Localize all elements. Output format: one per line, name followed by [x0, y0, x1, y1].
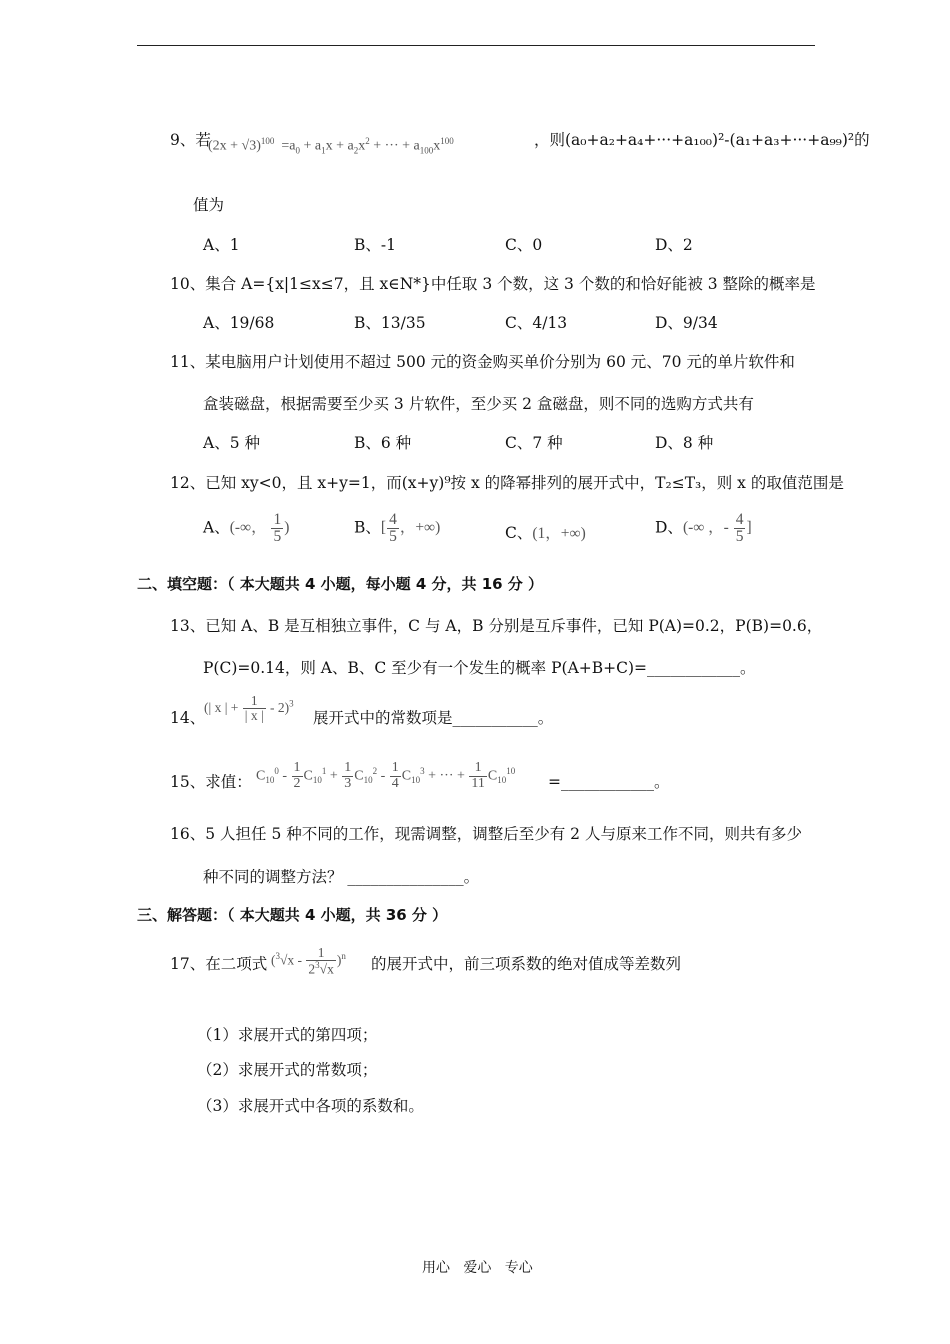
q17-text: 的展开式中，前三项系数的绝对值成等差数列: [371, 955, 682, 973]
q11-option-a: A、5 种: [203, 434, 260, 452]
q9-text: ，则(a₀+a₂+a₄+···+a₁₀₀)²-(a₁+a₃+···+a₉₉)²的: [534, 131, 870, 149]
q9-option-d: D、2: [655, 236, 693, 254]
q17-formula: ($^3$√x - $\frac{1}{2^3√x}$ )$^n$: [271, 945, 346, 977]
q14-text: 展开式中的常数项是___________。: [313, 709, 554, 727]
q9-formula: $(2x + √3)^{100} =a_0 + a_1x + a_2x^2$ + ··· + $a_{100}x^{100}$: [208, 136, 454, 156]
section-2-heading: 二、填空题：（ 本大题共 4 小题，每小题 4 分，共 16 分 ）: [137, 575, 544, 593]
q12-text: 12、已知 xy<0，且 x+y=1，而(x+y)⁹按 x 的降幂排列的展开式中，T₂≤T₃，则 x 的取值范围是: [170, 474, 844, 492]
q11-line1: 11、某电脑用户计划使用不超过 500 元的资金购买单价分别为 60 元、70 元的单片软件和: [170, 353, 795, 371]
q9-number: 9、若: [170, 131, 211, 149]
q16-line2: 种不同的调整方法？ _______________。: [203, 868, 480, 886]
q17-part-1: （1）求展开式的第四项；: [197, 1026, 378, 1044]
q17-part-2: （2）求展开式的常数项；: [197, 1061, 378, 1079]
page-footer: 用心 爱心 专心: [422, 1260, 533, 1276]
q11-option-d: D、8 种: [655, 434, 714, 452]
q15-number: 15、求值：: [170, 773, 252, 791]
q10-option-b: B、13/35: [354, 314, 426, 332]
q9-option-b: B、-1: [354, 236, 396, 254]
q9-option-c: C、0: [505, 236, 543, 254]
q17-number: 17、在二项式: [170, 955, 268, 973]
q17-part-3: （3）求展开式中各项的系数和。: [197, 1097, 424, 1115]
q12-option-c: C、(1，+∞): [505, 524, 586, 542]
q10-option-c: C、4/13: [505, 314, 568, 332]
q11-line2: 盒装磁盘，根据需要至少买 3 片软件，至少买 2 盒磁盘，则不同的选购方式共有: [203, 395, 754, 413]
q10-option-d: D、9/34: [655, 314, 718, 332]
header-rule: [137, 45, 815, 46]
q14-formula: (| x | + $\frac{1}{| x |}$ - 2)$^3$: [204, 693, 294, 724]
q11-option-c: C、7 种: [505, 434, 563, 452]
q10-text: 10、集合 A={x|1≤x≤7，且 x∈N*}中任取 3 个数，这 3 个数的和恰好能被 3 整除的概率是: [170, 275, 816, 293]
q15-text: =____________。: [548, 773, 670, 791]
q10-option-a: A、19/68: [203, 314, 275, 332]
q16-line1: 16、5 人担任 5 种不同的工作，现需调整，调整后至少有 2 人与原来工作不同，则共有多少: [170, 825, 802, 843]
q12-option-b: B、[ $\frac{4}{5}$ ，+∞): [354, 511, 441, 546]
q14-number: 14、: [170, 709, 206, 727]
q9-option-a: A、1: [203, 236, 240, 254]
q15-formula: $C_{10}^0$ - $\frac{1}{2}$ $C_{10}^1$ + $\frac{1}{3}$ $C_{10}^2$ - $\frac{1}{4}$ $C_{10}^3$ + ··· + $\frac{1}{11}$ $C_{10}^{10}$: [256, 760, 516, 791]
q9-continuation: 值为: [193, 196, 225, 214]
q12-option-a: A、(-∞， $\frac{1}{5}$ ): [203, 511, 290, 546]
q11-option-b: B、6 种: [354, 434, 412, 452]
q13-line2: P(C)=0.14，则 A、B、C 至少有一个发生的概率 P(A+B+C)=____________。: [203, 659, 756, 677]
q12-option-d: D、(-∞ ，- $\frac{4}{5}$ ]: [655, 511, 752, 546]
section-3-heading: 三、解答题：（ 本大题共 4 小题，共 36 分 ）: [137, 906, 448, 924]
q13-line1: 13、已知 A、B 是互相独立事件，C 与 A，B 分别是互斥事件，已知 P(A)=0.2，P(B)=0.6，: [170, 617, 823, 635]
